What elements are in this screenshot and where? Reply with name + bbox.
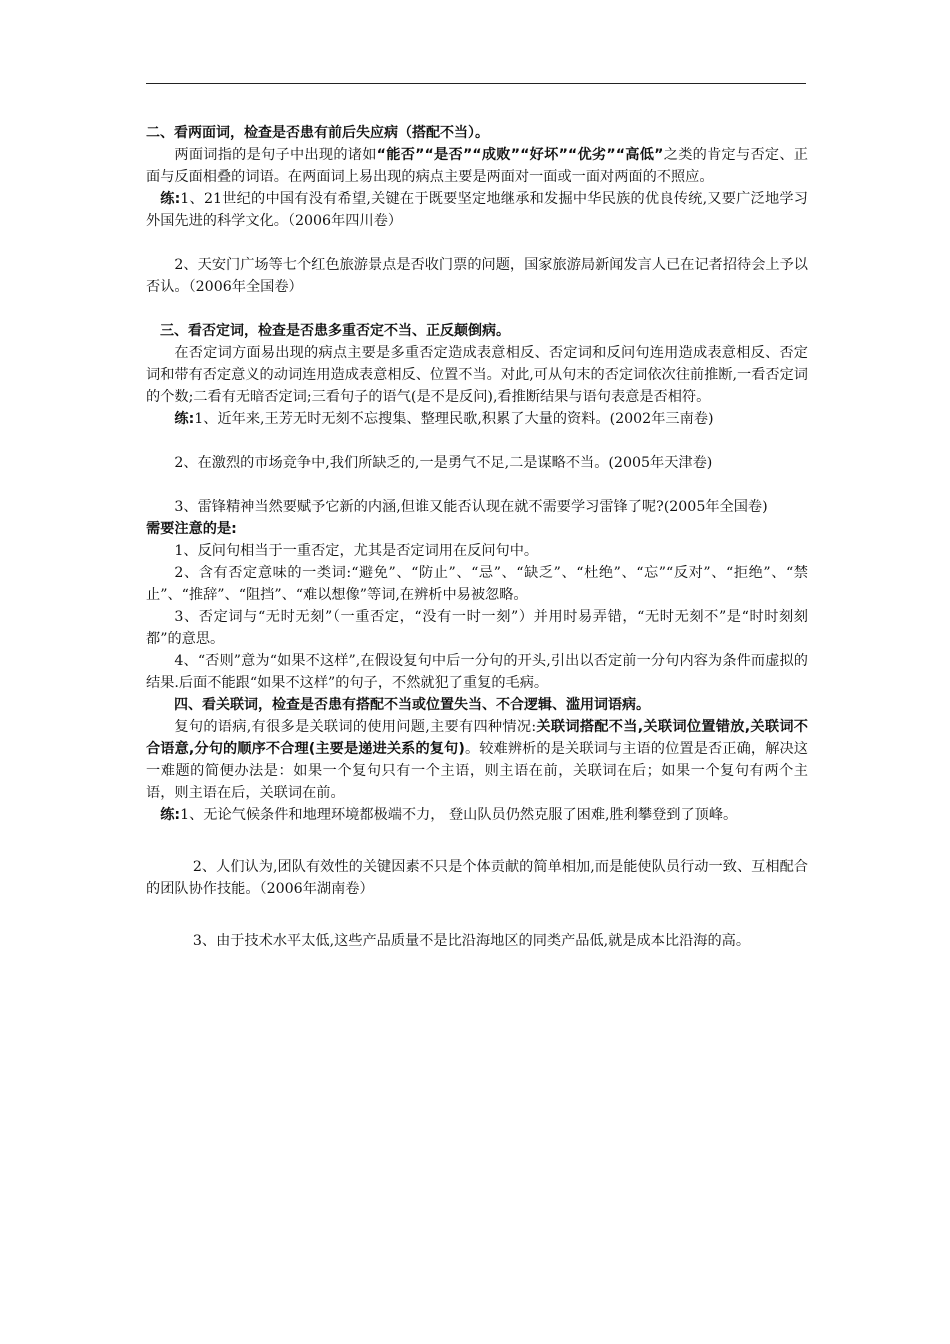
header-rule bbox=[146, 83, 806, 84]
section-4-exercise-3: 3、由于技术水平太低,这些产品质量不是比沿海地区的同类产品低,就是成本比沿海的高。 bbox=[192, 933, 751, 949]
section-4-heading: 四、看关联词，检查是否患有搭配不当或位置失当、不合逻辑、滥用词语病。 bbox=[174, 697, 650, 713]
section-3-heading: 三、看否定词，检查是否患多重否定不当、正反颠倒病。 bbox=[160, 323, 510, 339]
four-cases-text: 关联词搭配不当,关联词位置错放,关联词不合语意,分句的顺序不合理(主要是递进关系的复句) bbox=[146, 719, 808, 757]
note-item-1: 1、反问句相当于一重否定，尤其是否定词用在反问句中。 bbox=[174, 543, 539, 559]
section-2-paragraph bbox=[146, 144, 808, 188]
intro-text: 复句的语病,有很多是关联词的使用问题,主要有四种情况: bbox=[174, 719, 537, 735]
document-body bbox=[146, 122, 808, 952]
note-heading: 需要注意的是: bbox=[146, 521, 237, 537]
section-3-paragraph: 在否定词方面易出现的病点主要是多重否定造成表意相反、否定词和反问句连用造成表意相反、否定词和带有否定意义的动词连用造成表意相反、位置不当。对此,可从句末的否定词依次往前推断,一看否定词的个数;二看有无暗否定词;三看句子的语气(是不是反问),看推断结果与语句表意是否相符。 bbox=[146, 345, 808, 405]
exercise-label: 练: bbox=[174, 411, 195, 427]
section-3-exercise-1 bbox=[146, 408, 808, 430]
note-item-3: 3、否定词与“无时无刻”（一重否定，“没有一时一刻”）并用时易弄错，“无时无刻不”是“时时刻刻都”的意思。 bbox=[146, 609, 808, 647]
section-2-exercise-2: 2、天安门广场等七个红色旅游景点是否收门票的问题，国家旅游局新闻发言人已在记者招待会上予以否认。（2006年全国卷） bbox=[146, 257, 808, 295]
section-2-heading: 二、看两面词，检查是否患有前后失应病（搭配不当）。 bbox=[146, 125, 489, 141]
section-3-exercise-3: 3、雷锋精神当然要赋予它新的内涵,但谁又能否认现在就不需要学习雷锋了呢?(2005年全国卷) bbox=[174, 499, 768, 515]
section-4-exercise-1 bbox=[146, 804, 808, 826]
exercise-text: 1、21世纪的中国有没有希望,关键在于既要坚定地继承和发掘中华民族的优良传统,又要广泛地学习外国先进的科学文化。（2006年四川卷） bbox=[146, 191, 808, 229]
intro-text-rest: 之类的肯定与否定、正面与反面相叠的词语。在两面词上易出现的病点主要是两面对一面或一面对两面的不照应。 bbox=[146, 147, 808, 185]
section-4-paragraph bbox=[146, 716, 808, 804]
two-sided-terms: “能否”“是否”“成败”“好坏”“优劣”“高低” bbox=[376, 147, 664, 163]
exercise-text: 1、无论气候条件和地理环境都极端不力， 登山队员仍然克服了困难,胜利攀登到了顶峰。 bbox=[180, 807, 738, 823]
exercise-label: 练: bbox=[160, 807, 181, 823]
note-item-2: 2、含有否定意味的一类词:“避免”、“防止”、“忌”、“缺乏”、“杜绝”、“忘”“反对”、“拒绝”、“禁止”、“推辞”、“阻挡”、“难以想像”等词,在辨析中易被忽略。 bbox=[146, 565, 808, 603]
note-item-4: 4、“否则”意为“如果不这样”,在假设复句中后一分句的开头,引出以否定前一分句内容为条件而虚拟的结果.后面不能跟“如果不这样”的句子，不然就犯了重复的毛病。 bbox=[146, 653, 808, 691]
exercise-label: 练: bbox=[160, 191, 181, 207]
section-4-exercise-2: 2、人们认为,团队有效性的关键因素不只是个体贡献的简单相加,而是能使队员行动一致、互相配合的团队协作技能。（2006年湖南卷） bbox=[146, 859, 808, 897]
section-2-exercise-1 bbox=[146, 188, 808, 232]
section-3-exercise-2: 2、在激烈的市场竞争中,我们所缺乏的,一是勇气不足,二是谋略不当。(2005年天津卷) bbox=[174, 455, 713, 471]
intro-text-rest: 。较难辨析的是关联词与主语的位置是否正确，解决这一难题的简便办法是：如果一个复句只有一个主语，则主语在前，关联词在后；如果一个复句有两个主语，则主语在后，关联词在前。 bbox=[146, 741, 808, 801]
intro-text: 两面词指的是句子中出现的诸如 bbox=[174, 147, 377, 163]
exercise-text: 1、近年来,王芳无时无刻不忘搜集、整理民歌,积累了大量的资料。(2002年三南卷) bbox=[194, 411, 714, 427]
